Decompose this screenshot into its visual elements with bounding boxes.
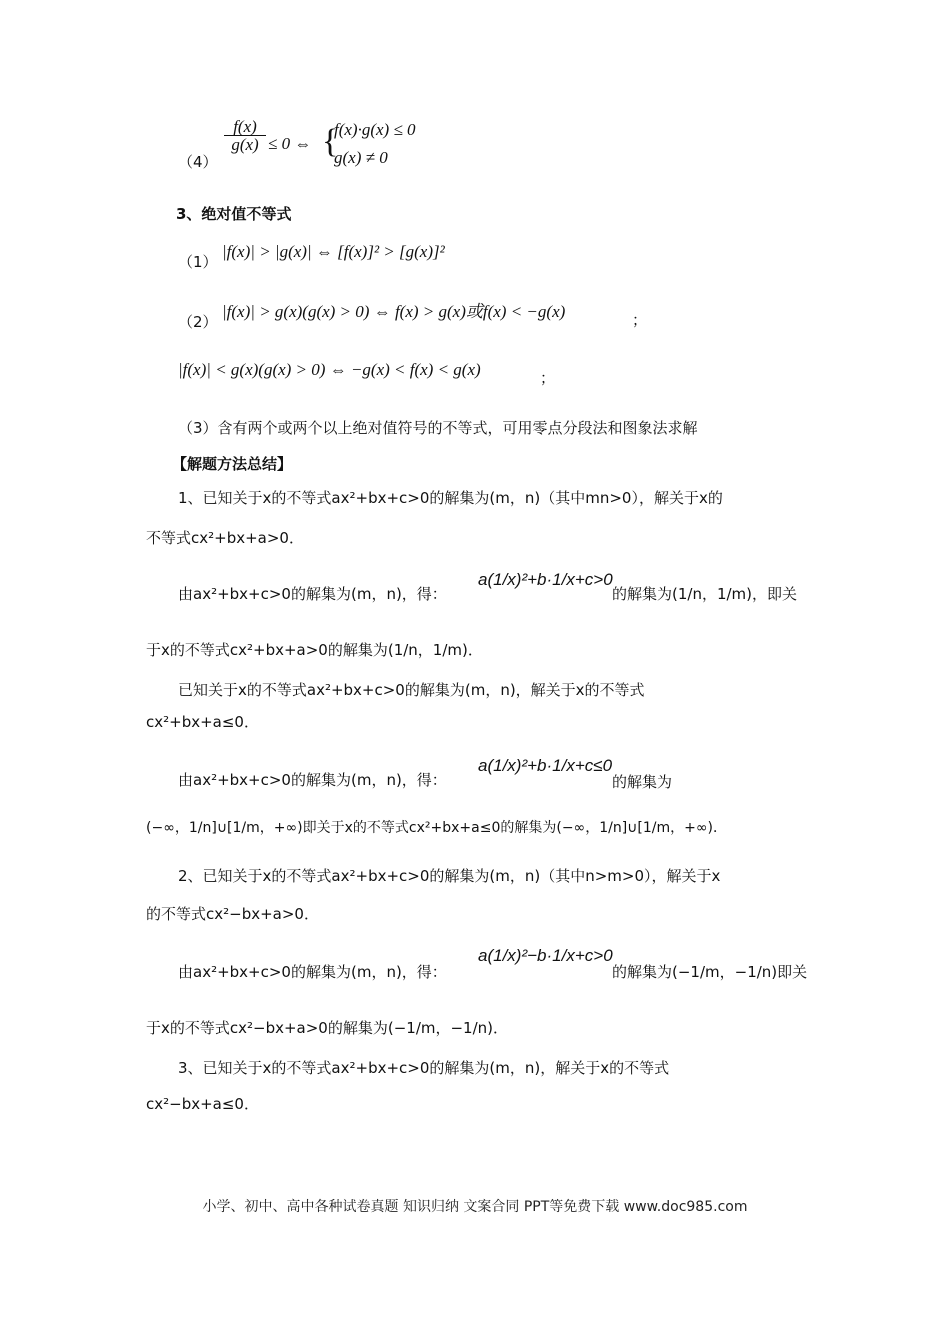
paragraph-1-line-2: 不等式cx²+bx+a>0． bbox=[146, 529, 304, 547]
item-4-fraction bbox=[222, 118, 268, 153]
item-4-label: （4） bbox=[178, 153, 218, 171]
paragraph-1-line-3b: a(1/x)²+b·1/x+c>0 bbox=[478, 570, 613, 589]
rule-3-formula: |f(x)| < g(x)(g(x) > 0) ⇔ −g(x) < f(x) < g(x) bbox=[178, 360, 481, 379]
paragraph-1-line-1: 1、已知关于x的不等式ax²+bx+c>0的解集为(m，n)（其中mn>0），解关于x的 bbox=[178, 489, 723, 507]
paragraph-1-line-3c: 的解集为(1/n，1/m)，即关 bbox=[612, 585, 798, 603]
fraction-denominator: g(x) bbox=[231, 135, 259, 154]
footer-text: 小学、初中、高中各种试卷真题 知识归纳 文案合同 PPT等免费下载 www.doc985.com bbox=[202, 1199, 748, 1215]
paragraph-2-line-4: 于x的不等式cx²−bx+a>0的解集为(−1/m，−1/n)． bbox=[146, 1019, 509, 1037]
paragraph-2-line-2: 的不等式cx²−bx+a>0． bbox=[146, 905, 319, 923]
section-heading: 3、绝对值不等式 bbox=[176, 205, 292, 223]
paragraph-1b-line-3c: 的解集为 bbox=[612, 773, 673, 791]
paragraph-2-line-1: 2、已知关于x的不等式ax²+bx+c>0的解集为(m，n)（其中n>m>0），解关于x bbox=[178, 867, 721, 885]
paragraph-3-line-2: cx²−bx+a≤0． bbox=[146, 1095, 259, 1113]
paragraph-1-line-4: 于x的不等式cx²+bx+a>0的解集为(1/n，1/m)． bbox=[146, 641, 483, 659]
item-4-system-line-1: f(x)·g(x) ≤ 0 bbox=[334, 120, 416, 139]
paragraph-1-line-3a: 由ax²+bx+c>0的解集为(m，n)，得： bbox=[178, 585, 447, 603]
rule-1-label: （1） bbox=[178, 253, 218, 271]
paragraph-3-line-1: 3、已知关于x的不等式ax²+bx+c>0的解集为(m，n)，解关于x的不等式 bbox=[178, 1059, 670, 1077]
rule-2-formula: |f(x)| > g(x)(g(x) > 0) ⇔ f(x) > g(x)或f(x) < −g(x) bbox=[222, 302, 566, 321]
paragraph-1b-line-3a: 由ax²+bx+c>0的解集为(m，n)，得： bbox=[178, 771, 447, 789]
rule-2-label: （2） bbox=[178, 313, 218, 331]
rule-1-formula: |f(x)| > |g(x)| ⇔ [f(x)]² > [g(x)]² bbox=[222, 242, 445, 261]
paragraph-2-line-3b: a(1/x)²−b·1/x+c>0 bbox=[478, 946, 613, 965]
brace-icon: { bbox=[322, 123, 339, 160]
rule-3-end: ； bbox=[540, 369, 556, 387]
rule-2-end: ； bbox=[632, 311, 648, 329]
fraction-numerator: f(x) bbox=[224, 118, 266, 136]
paragraph-1b-line-4: (−∞，1/n]∪[1/m，+∞)即关于x的不等式cx²+bx+a≤0的解集为(−∞，1/n]∪[1/m，+∞)． bbox=[146, 820, 728, 836]
summary-heading: 【解题方法总结】 bbox=[172, 455, 293, 473]
item-4-system-line-2: g(x) ≠ 0 bbox=[334, 148, 388, 167]
paragraph-1b-line-2: cx²+bx+a≤0． bbox=[146, 713, 259, 731]
paragraph-1b-line-3b: a(1/x)²+b·1/x+c≤0 bbox=[478, 756, 613, 775]
item-4-relation: ≤ 0 ⇔ bbox=[268, 134, 312, 153]
paragraph-1b-line-1: 已知关于x的不等式ax²+bx+c>0的解集为(m，n)，解关于x的不等式 bbox=[178, 681, 645, 699]
paragraph-2-line-3a: 由ax²+bx+c>0的解集为(m，n)，得： bbox=[178, 963, 447, 981]
paragraph-2-line-3c: 的解集为(−1/m，−1/n)即关 bbox=[612, 963, 808, 981]
rule-4-text: （3）含有两个或两个以上绝对值符号的不等式，可用零点分段法和图象法求解 bbox=[178, 419, 698, 437]
